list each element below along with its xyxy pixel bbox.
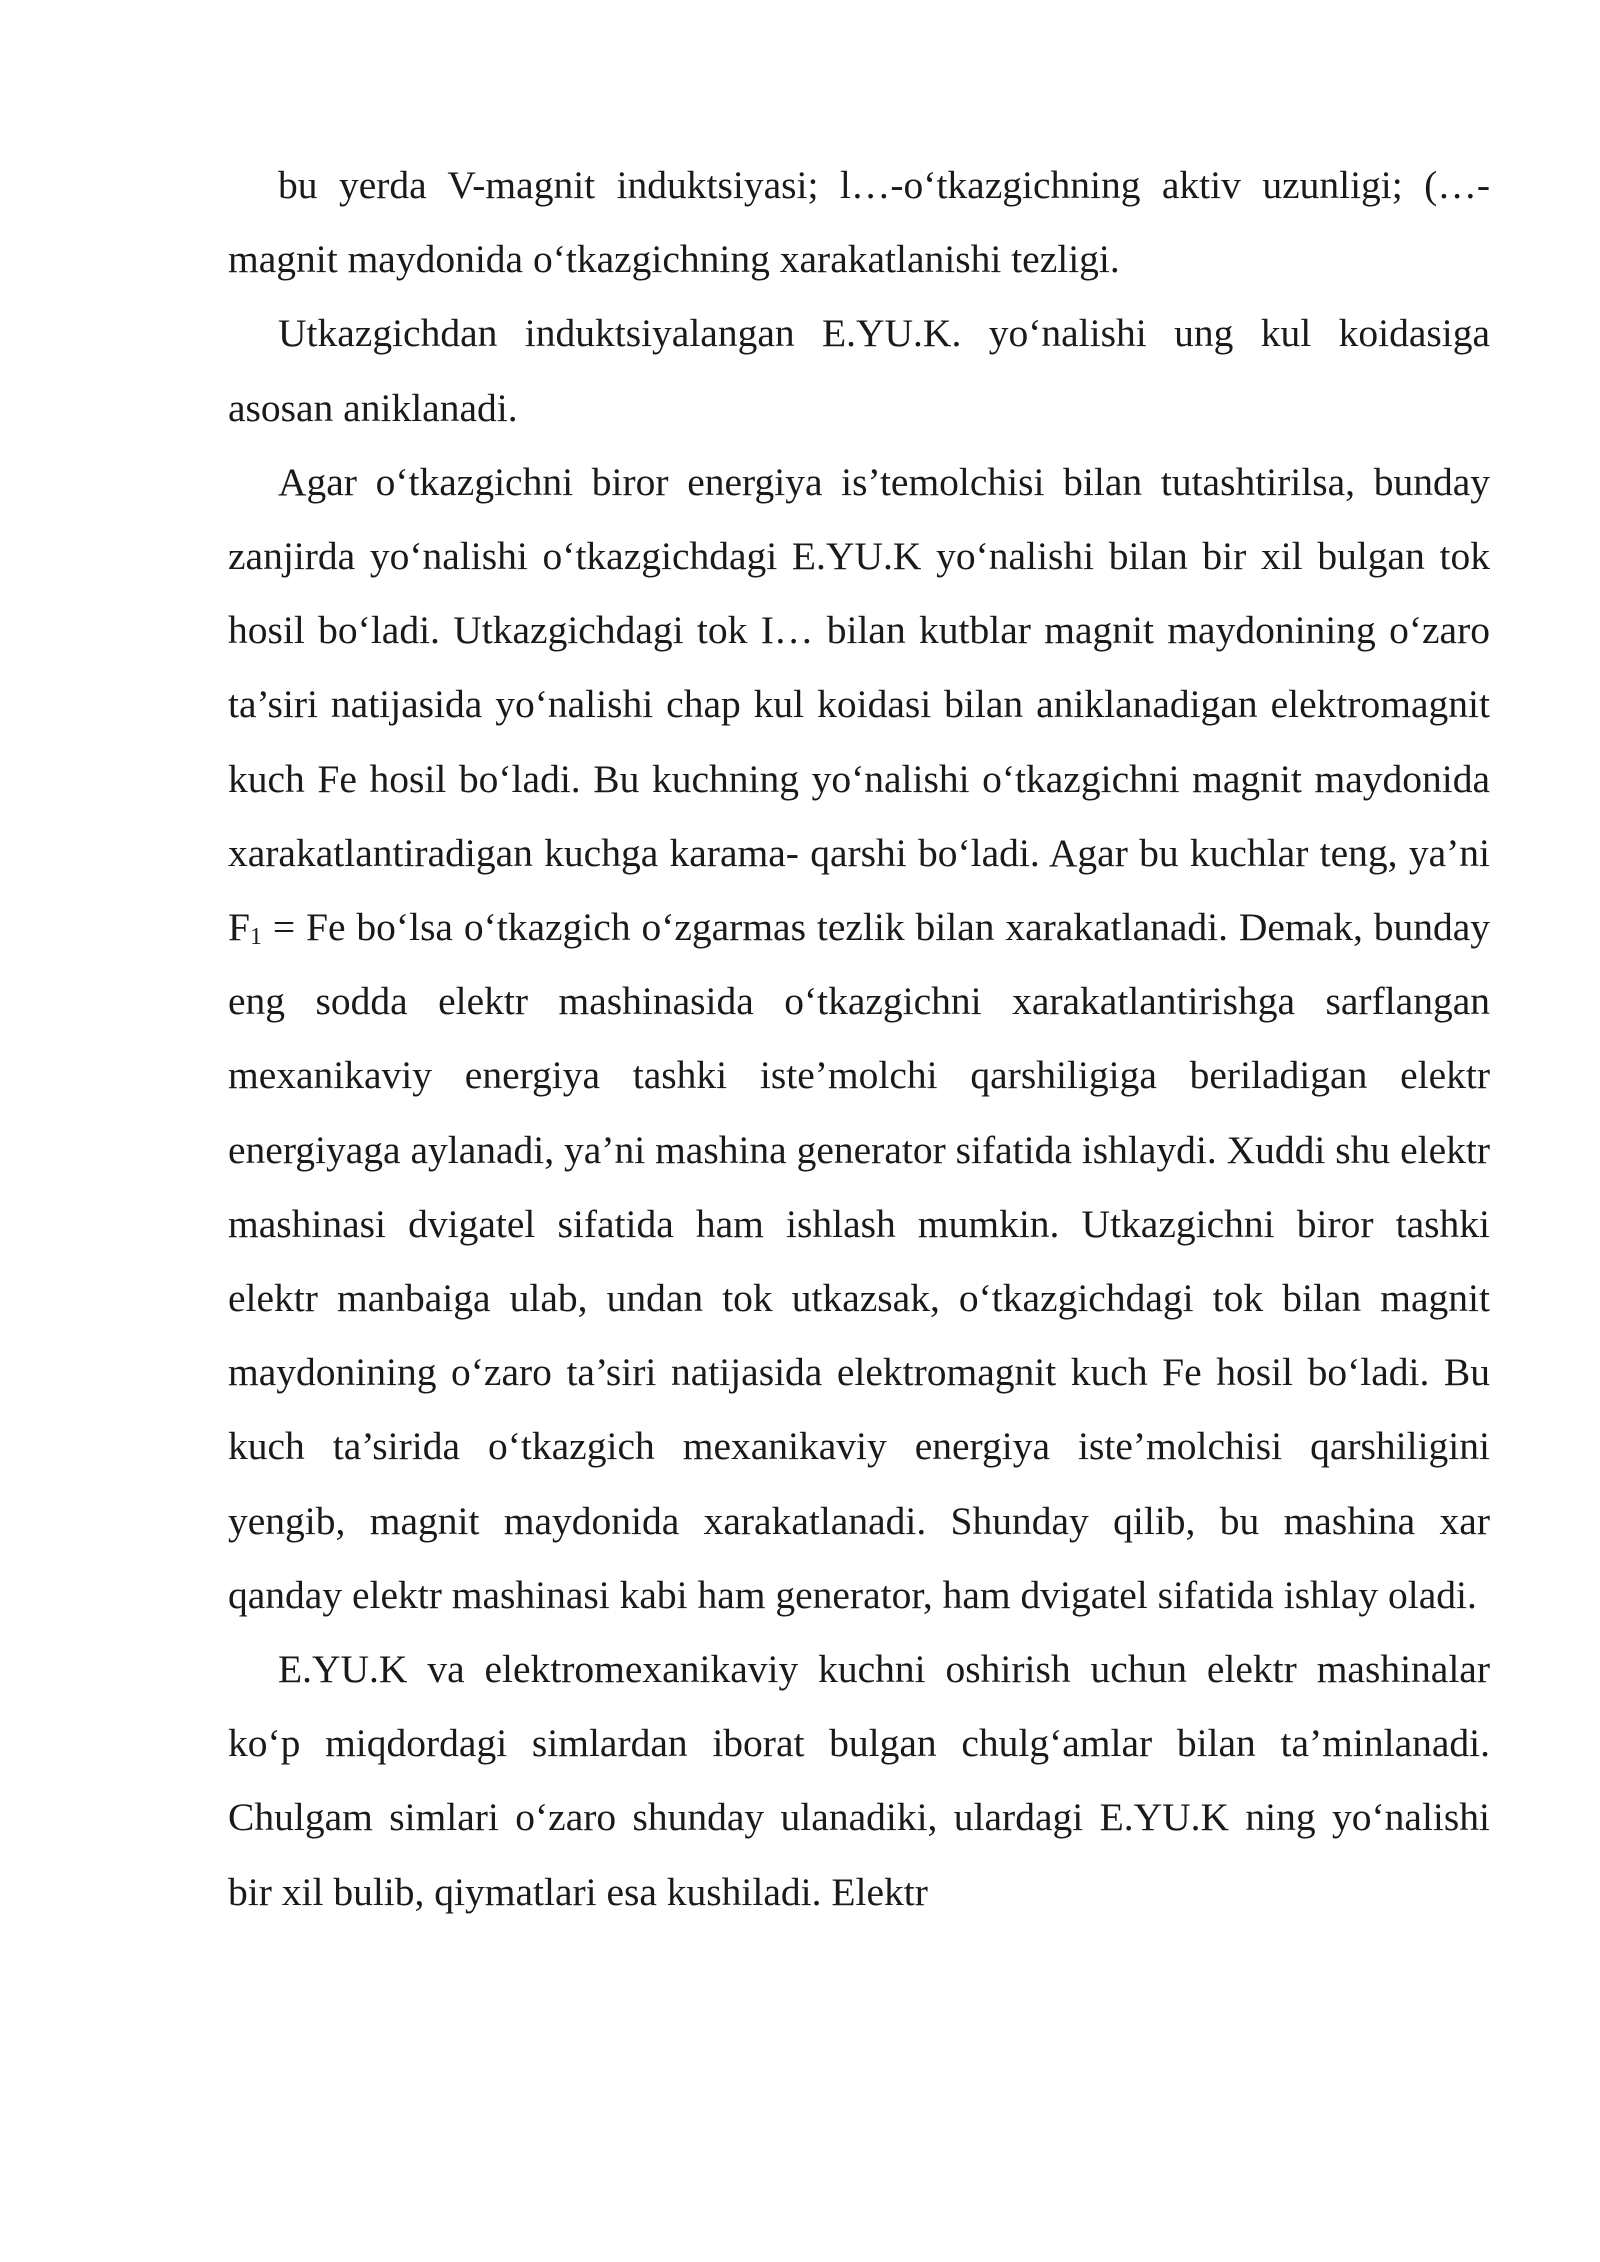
paragraph-2 [228,296,1490,444]
paragraph-3 [228,445,1490,1632]
document-page [228,148,1490,1929]
paragraph-2-text: Utkazgichdan induktsiyalangan E.YU.K. yo‘nalishi ung kul koidasiga asosan aniklanadi. [228,311,1490,430]
paragraph-3-text-b: = Fe bo‘lsa o‘tkazgich o‘zgarmas tezlik bilan xarakatlanadi. Demak, bunday eng sodda elektr mashinasida o‘tkazgichni xarakatlantirishga sarflangan mexanikaviy energiya tashki iste’molchi qarshiligiga beriladigan elektr energiyaga aylanadi, ya’ni mashina generator sifatida ishlaydi. Xuddi shu elektr mashinasi dvigatel sifatida ham ishlash mumkin. Utkazgichni biror tashki elektr manbaiga ulab, undan tok utkazsak, o‘tkazgichdagi tok bilan magnit maydonining o‘zaro ta’siri natijasida elektromagnit kuch Fe hosil bo‘ladi. Bu kuch ta’sirida o‘tkazgich mexanikaviy energiya iste’molchisi qarshiligini yengib, magnit maydonida xarakatlanadi. Shunday qilib, bu mashina xar qanday elektr mashinasi kabi ham generator, ham dvigatel sifatida ishlay oladi. [228,905,1490,1617]
paragraph-3-text-a: Agar o‘tkazgichni biror energiya is’temolchisi bilan tutashtirilsa, bunday zanjirda yo‘nalishi o‘tkazgichdagi E.YU.K yo‘nalishi bilan bir xil bulgan tok hosil bo‘ladi. Utkazgichdagi tok I… bilan kutblar magnit maydonining o‘zaro ta’siri natijasida yo‘nalishi chap kul koidasi bilan aniklanadigan elektromagnit kuch Fe hosil bo‘ladi. Bu kuchning yo‘nalishi o‘tkazgichni magnit maydonida xarakatlantiradigan kuchga karama- qarshi bo‘ladi. Agar bu kuchlar teng, ya’ni F [228,459,1490,950]
subscript-index: 1 [249,924,262,951]
paragraph-1 [228,148,1490,296]
paragraph-4 [228,1632,1490,1929]
paragraph-1-text: bu yerda V-magnit induktsiyasi; l…-o‘tkazgichning aktiv uzunligi; (…- magnit maydonida o‘tkazgichning xarakatlanishi tezligi. [228,163,1490,282]
paragraph-4-text: E.YU.K va elektromexanikaviy kuchni oshirish uchun elektr mashinalar ko‘p miqdordagi simlardan iborat bulgan chulg‘amlar bilan ta’minlanadi. Chulgam simlari o‘zaro shunday ulanadiki, ulardagi E.YU.K ning yo‘nalishi bir xil bulib, qiymatlari esa kushiladi. Elektr [228,1647,1490,1914]
